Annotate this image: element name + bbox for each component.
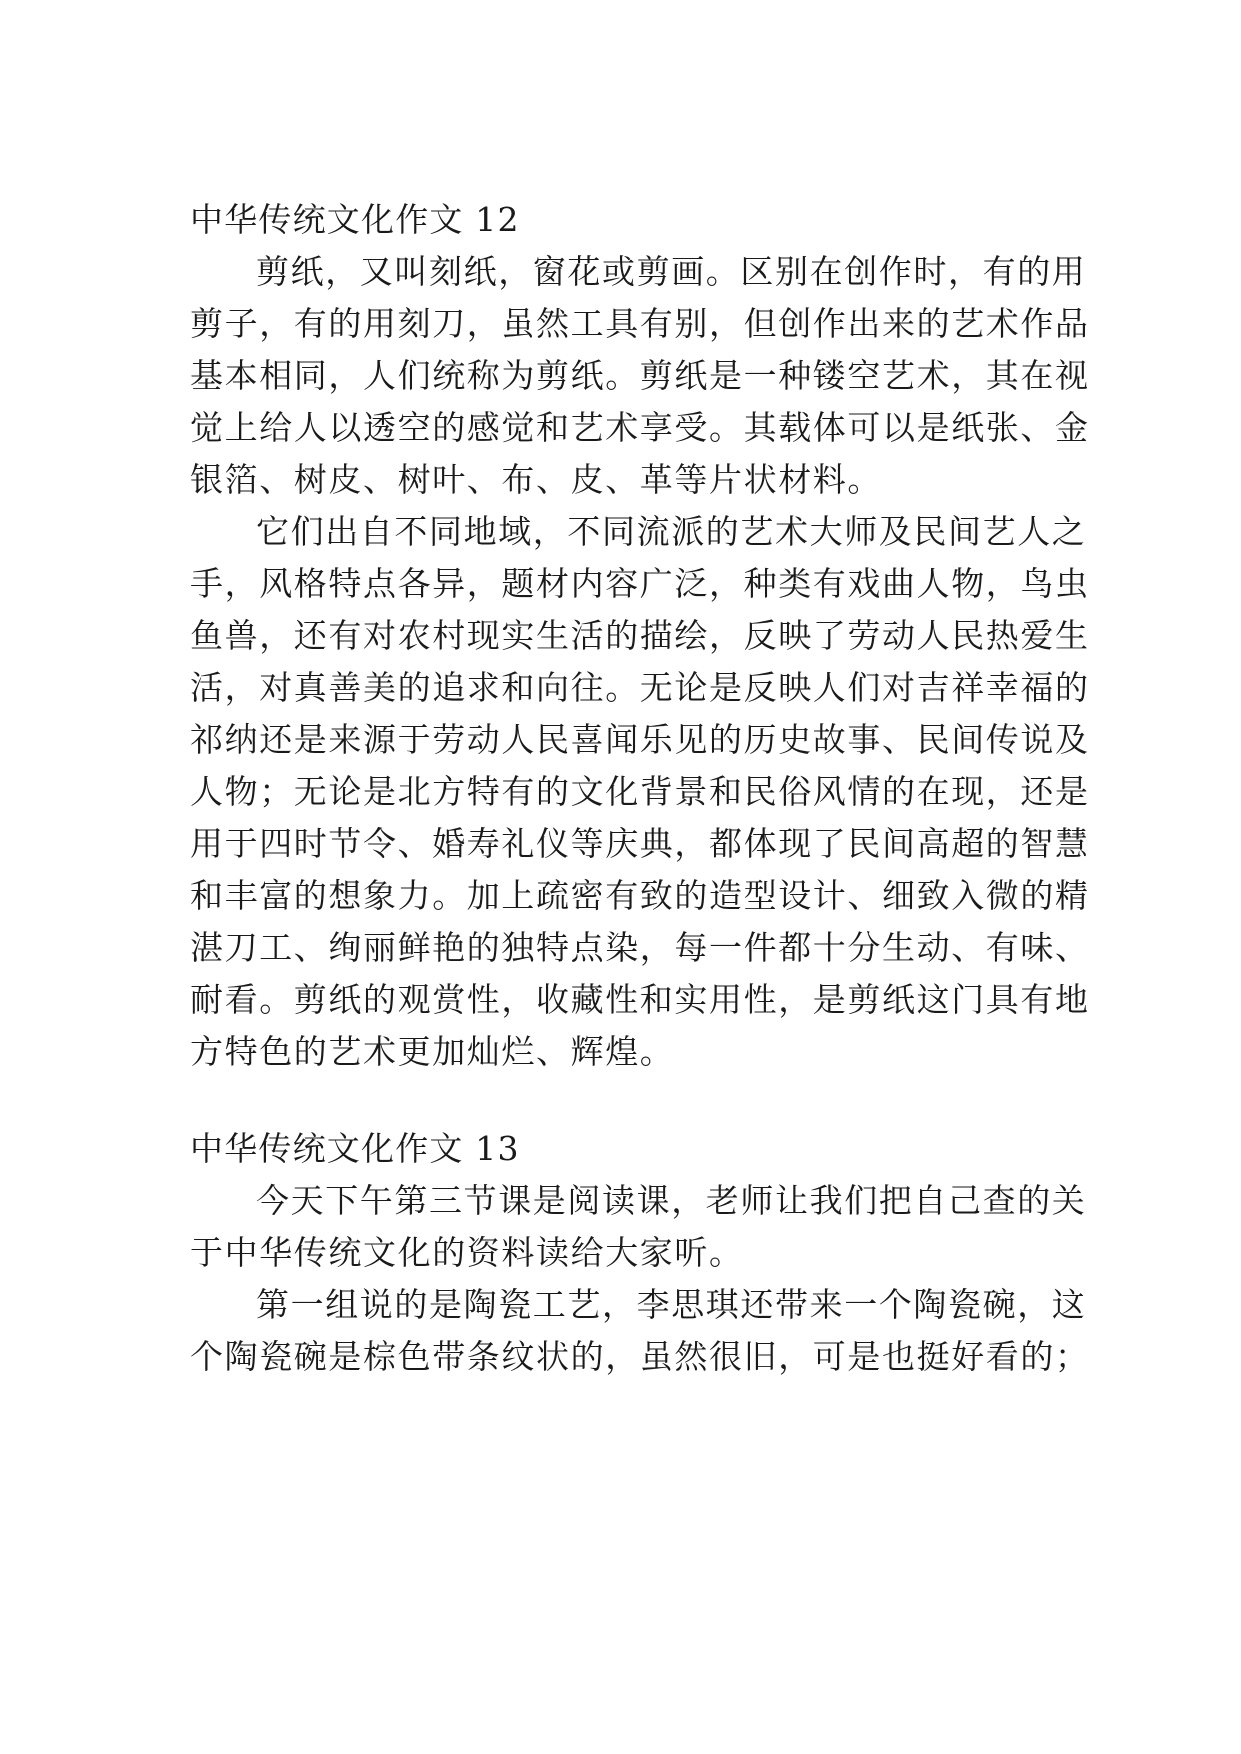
paragraph-line: 于中华传统文化的资料读给大家听。 (190, 1233, 744, 1272)
paragraph-line: 它们出自不同地域，不同流派的艺术大师及民间艺人之 (256, 512, 1087, 551)
paragraph-line: 祁纳还是来源于劳动人民喜闻乐见的历史故事、民间传说及 (190, 720, 1090, 759)
paragraph-line: 第一组说的是陶瓷工艺，李思琪还带来一个陶瓷碗，这 (256, 1285, 1087, 1324)
paragraph-line: 用于四时节令、婚寿礼仪等庆典，都体现了民间高超的智慧 (190, 824, 1090, 863)
paragraph-line: 和丰富的想象力。加上疏密有致的造型设计、细致入微的精 (190, 876, 1090, 915)
essay-title-12: 中华传统文化作文 12 (190, 200, 520, 239)
paragraph-line: 今天下午第三节课是阅读课，老师让我们把自己查的关 (256, 1181, 1087, 1220)
paragraph-line: 湛刀工、绚丽鲜艳的独特点染，每一件都十分生动、有味、 (190, 928, 1090, 967)
paragraph-line: 基本相同，人们统称为剪纸。剪纸是一种镂空艺术，其在视 (190, 356, 1090, 395)
paragraph-line: 鱼兽，还有对农村现实生活的描绘，反映了劳动人民热爱生 (190, 616, 1090, 655)
paragraph-line: 方特色的艺术更加灿烂、辉煌。 (190, 1032, 675, 1071)
paragraph-line: 耐看。剪纸的观赏性，收藏性和实用性，是剪纸这门具有地 (190, 980, 1090, 1019)
paragraph-line: 觉上给人以透空的感觉和艺术享受。其载体可以是纸张、金 (190, 408, 1090, 447)
essay-title-13: 中华传统文化作文 13 (190, 1129, 520, 1168)
paragraph-line: 个陶瓷碗是棕色带条纹状的，虽然很旧，可是也挺好看的； (190, 1337, 1090, 1376)
paragraph-line: 人物；无论是北方特有的文化背景和民俗风情的在现，还是 (190, 772, 1090, 811)
paragraph-line: 剪纸，又叫刻纸，窗花或剪画。区别在创作时，有的用 (256, 252, 1087, 291)
paragraph-line: 活，对真善美的追求和向往。无论是反映人们对吉祥幸福的 (190, 668, 1090, 707)
paragraph-line: 手，风格特点各异，题材内容广泛，种类有戏曲人物，鸟虫 (190, 564, 1090, 603)
paragraph-line: 银箔、树皮、树叶、布、皮、革等片状材料。 (190, 460, 882, 499)
paragraph-line: 剪子，有的用刻刀，虽然工具有别，但创作出来的艺术作品 (190, 304, 1090, 343)
